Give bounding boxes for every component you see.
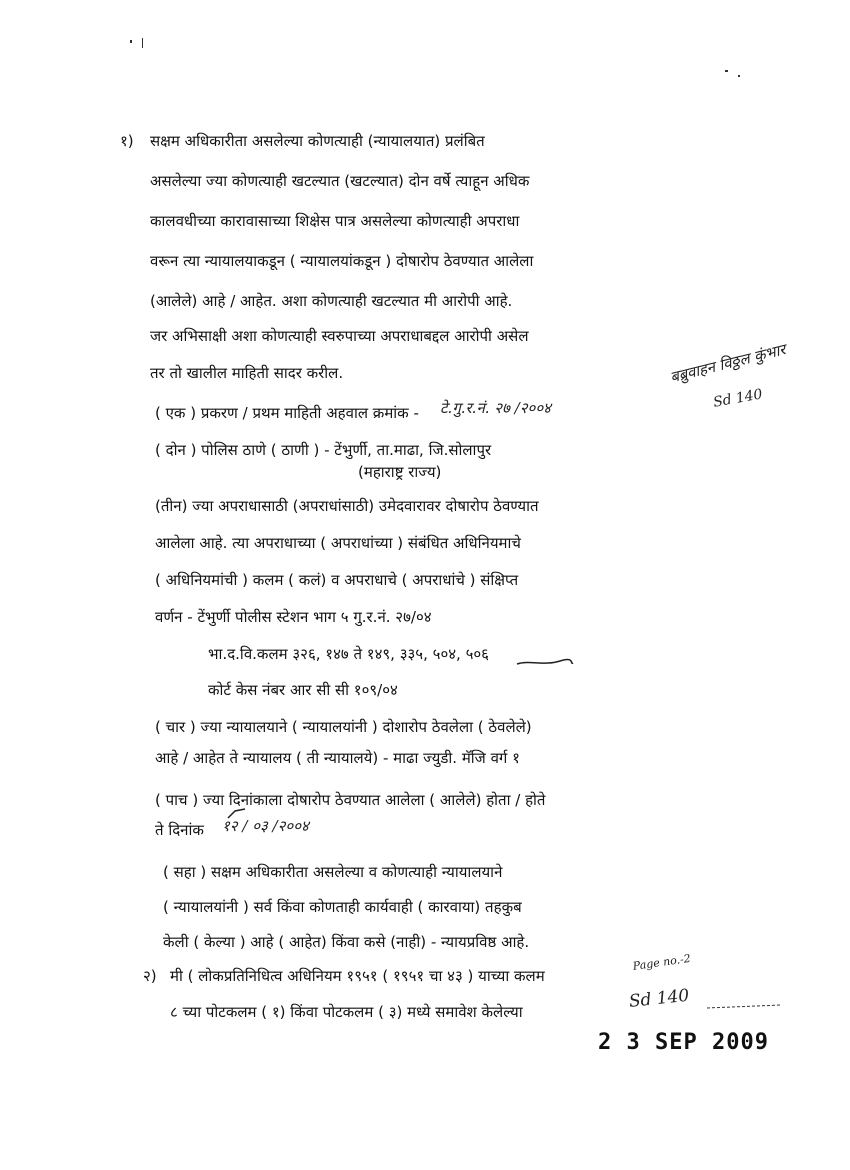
item-saha-line: केली ( केल्या ) आहे ( आहेत) किंवा कसे (नाही) - न्यायप्रविष्ठ आहे.: [163, 933, 530, 951]
item-don-state: (महाराष्ट्र राज्य): [358, 463, 442, 481]
margin-handwritten-name: बब्रुवाहन विठ्ठल कुंभार: [668, 340, 788, 387]
signature-underline: [705, 1002, 785, 1014]
margin-handwritten-sign: Sd 140: [712, 386, 764, 411]
item-teen-court-case: कोर्ट केस नंबर आर सी सी १०९/०४: [208, 681, 398, 699]
item-teen-line: वर्णन - टेंभुर्णी पोलीस स्टेशन भाग ५ गु.र.नं. २७/०४: [155, 608, 432, 626]
item-teen-line: आलेला आहे. त्या अपराधाच्या ( अपराधांच्या ) संबंधित अधिनियमाचे: [155, 534, 521, 552]
paragraph-1-line: वरून त्या न्यायालयाकडून ( न्यायालयांकडून ) दोषारोप ठेवण्यात आलेला: [150, 252, 534, 270]
scan-speck: [725, 70, 728, 72]
item-teen-line: ( अधिनियमांची ) कलम ( कलं) व अपराधाचे ( अपराधांचे ) संक्षिप्त: [155, 571, 519, 589]
paragraph-1-line: कालवधीच्या कारावासाच्या शिक्षेस पात्र असलेल्या कोणत्याही अपराधा: [150, 212, 520, 230]
scan-speck: [142, 38, 143, 48]
item-ek-text: ( एक ) प्रकरण / प्रथम माहिती अहवाल क्रमांक -: [155, 404, 419, 422]
paragraph-2-line: मी ( लोकप्रतिनिधित्व अधिनियम १९५१ ( १९५१ चा ४३ ) याच्या कलम: [170, 967, 545, 985]
scan-speck: [738, 75, 740, 77]
item-pach-line: ( पाच ) ज्या दिनांकाला दोषारोप ठेवण्यात आलेला ( आलेले) होता / होते: [155, 791, 546, 809]
paragraph-2-line: ८ च्या पोटकलम ( १) किंवा पोटकलम ( ३) मध्ये समावेश केलेल्या: [170, 1003, 523, 1021]
item-teen-ipc-sections: भा.द.वि.कलम ३२६, १४७ ते १४९, ३३५, ५०४, ५०६: [208, 645, 489, 663]
page-number-note: Page no.-2: [632, 951, 692, 973]
handwritten-underline: [515, 656, 575, 670]
paragraph-2-number: २): [143, 967, 157, 985]
item-teen-line: (तीन) ज्या अपराधासाठी (अपराधांसाठी) उमेदवारावर दोषारोप ठेवण्यात: [155, 497, 539, 515]
item-pach-date-label: ते दिनांक: [155, 821, 204, 839]
item-pach-date-value: १२ / ०३ /२००४: [222, 817, 309, 835]
paragraph-1-line: सक्षम अधिकारीता असलेल्या कोणत्याही (न्यायालयात) प्रलंबित: [150, 132, 485, 150]
page-signature: Sd 140: [628, 985, 691, 1012]
scan-speck: [130, 40, 132, 43]
paragraph-1-line: तर तो खालील माहिती सादर करील.: [150, 364, 344, 382]
paragraph-1-line: जर अभिसाक्षी अशा कोणत्याही स्वरुपाच्या अपराधाबद्दल आरोपी असेल: [150, 327, 529, 345]
paragraph-1-line: (आलेले) आहे / आहेत. अशा कोणत्याही खटल्यात मी आरोपी आहे.: [150, 292, 513, 310]
date-stamp: 2 3 SEP 2009: [598, 1030, 769, 1055]
item-don-text: ( दोन ) पोलिस ठाणे ( ठाणी ) - टेंभुर्णी, ता.माढा, जि.सोलापुर: [155, 441, 492, 459]
item-saha-line: ( सहा ) सक्षम अधिकारीता असलेल्या व कोणत्याही न्यायालयाने: [163, 863, 503, 881]
paragraph-1-line: असलेल्या ज्या कोणत्याही खटल्यात (खटल्यात) दोन वर्षे त्याहून अधिक: [150, 172, 530, 190]
item-saha-line: ( न्यायालयांनी ) सर्व किंवा कोणताही कार्यवाही ( कारवाया) तहकुब: [163, 898, 522, 916]
paragraph-1-number: १): [120, 132, 134, 150]
item-ek-fir-number: टे.गु.र.नं. २७ /२००४: [440, 399, 551, 417]
item-char-line: ( चार ) ज्या न्यायालयाने ( न्यायालयांनी ) दोशारोप ठेवलेला ( ठेवलेले): [155, 718, 532, 736]
handwritten-tick: [225, 806, 249, 824]
item-char-line: आहे / आहेत ते न्यायालय ( ती न्यायालये) - माढा ज्युडी. मॅजि वर्ग १: [155, 749, 520, 767]
